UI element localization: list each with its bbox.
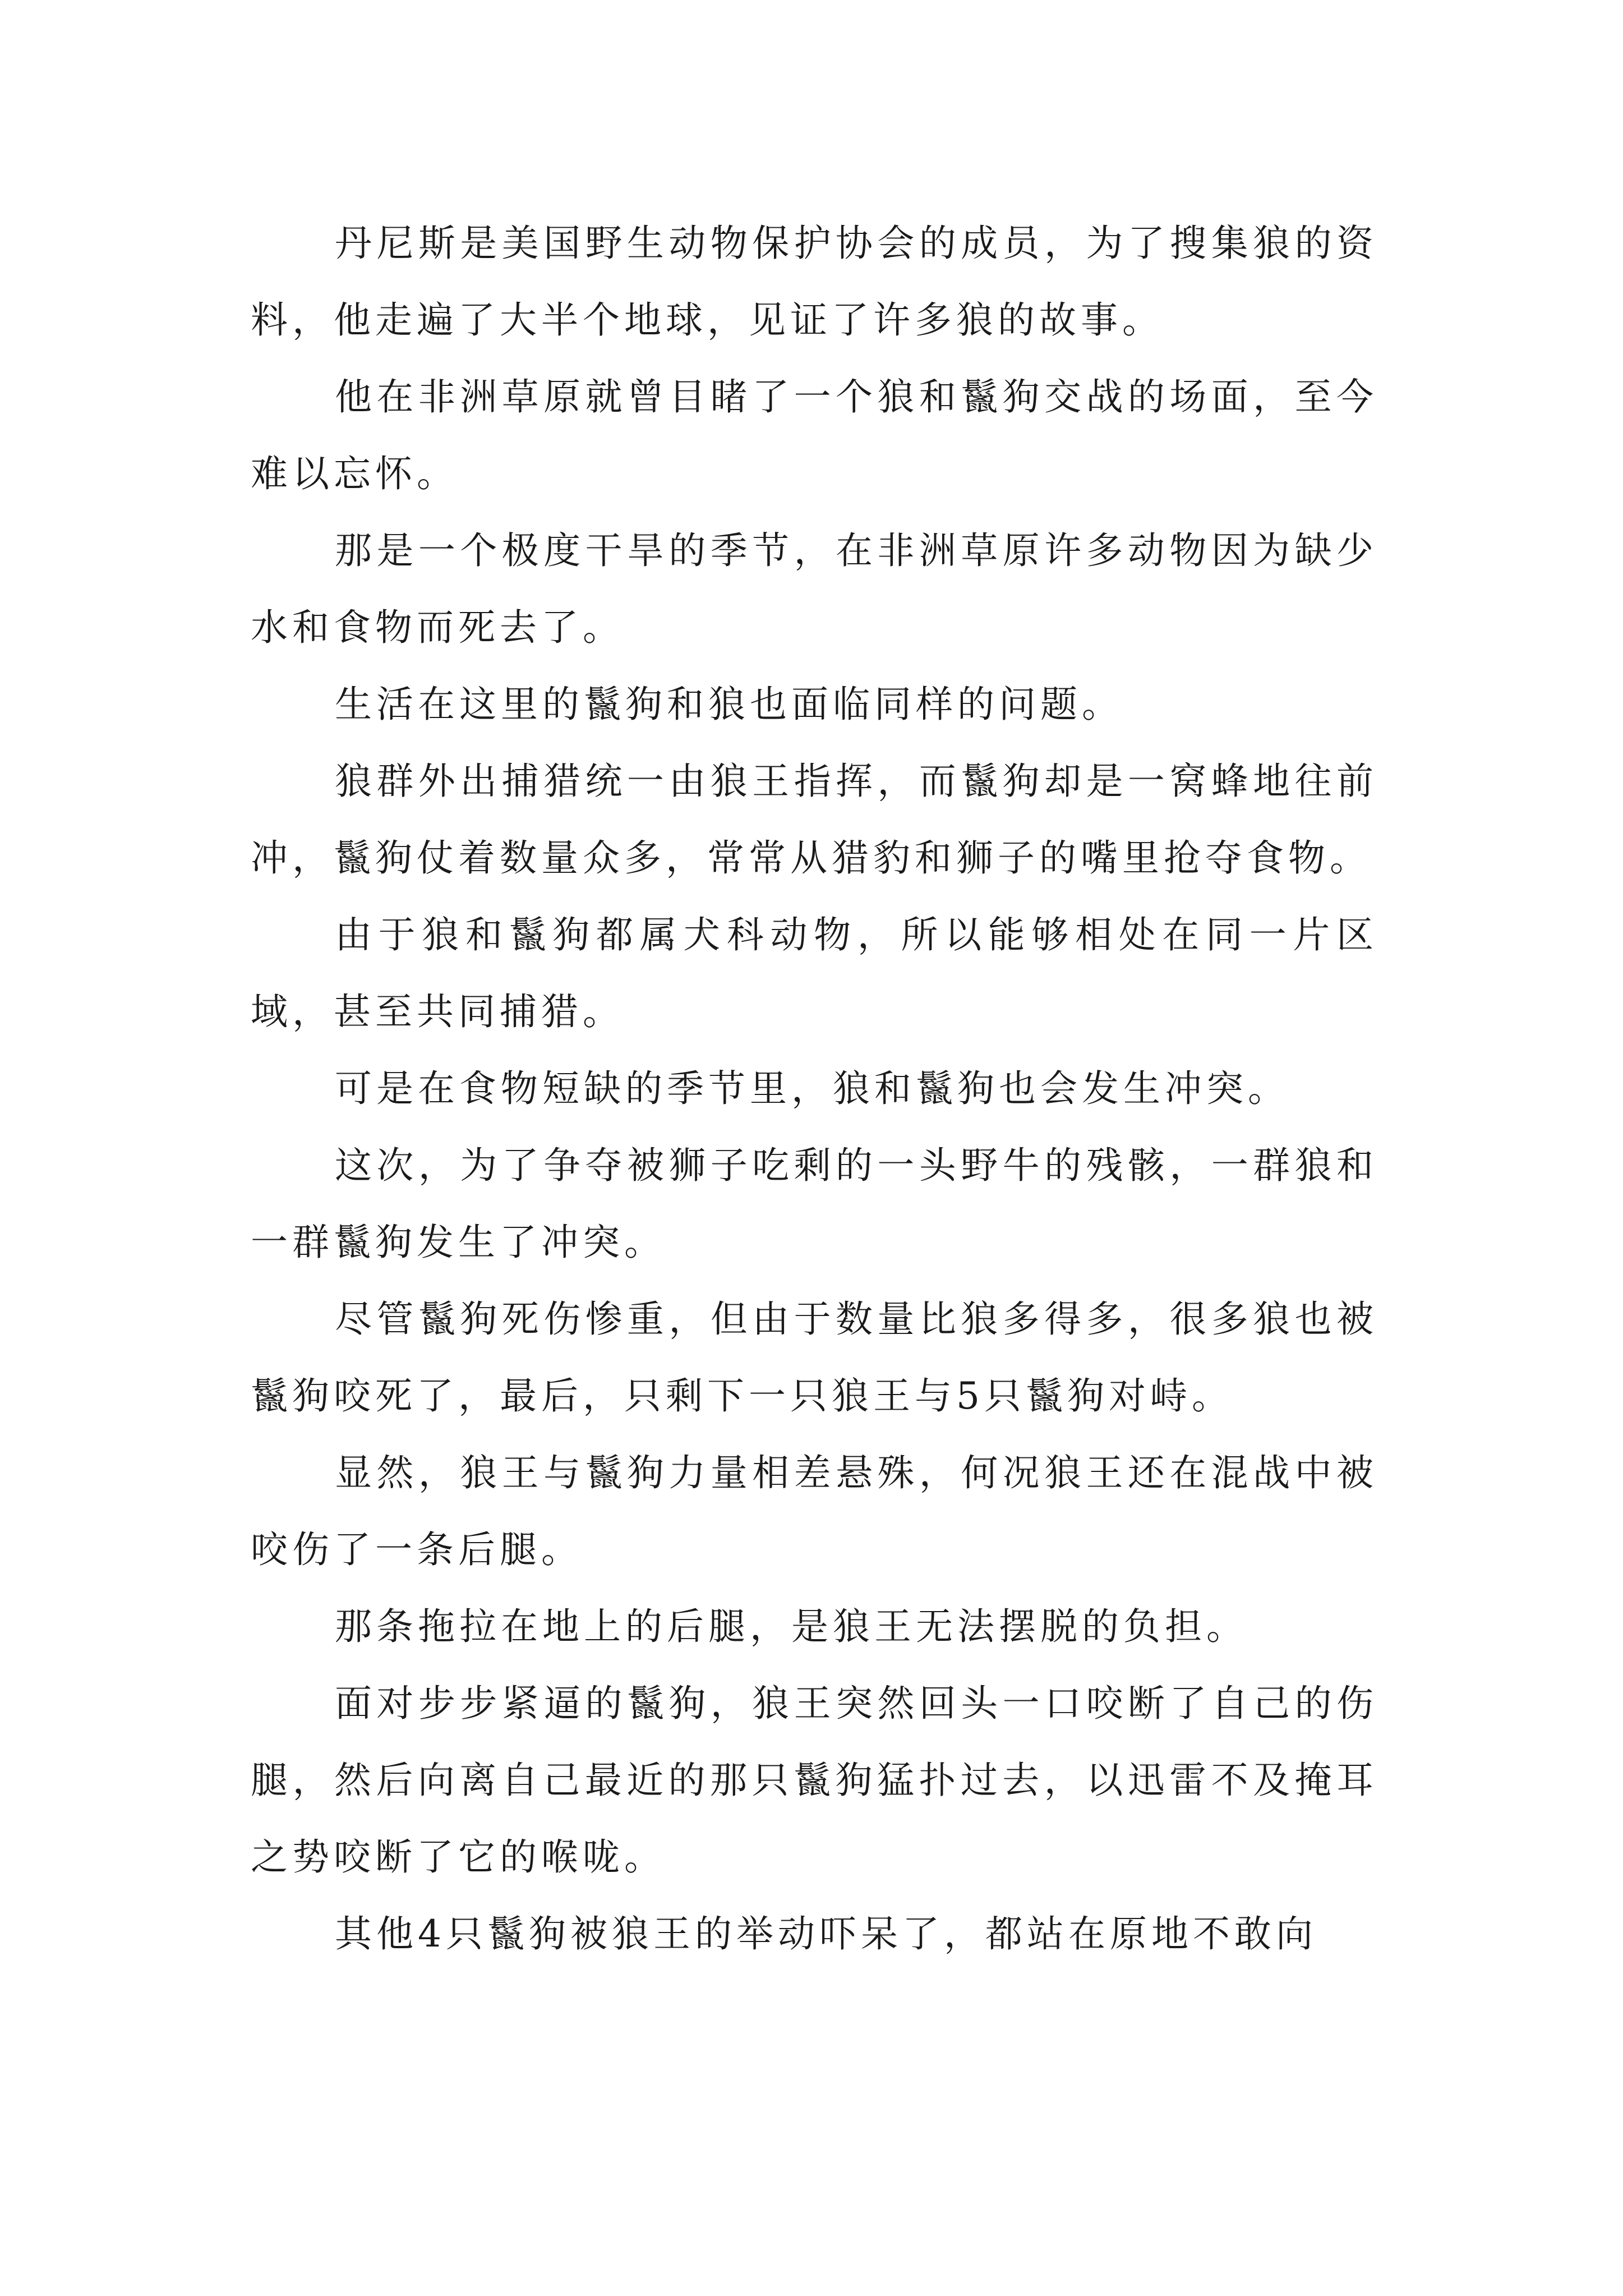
paragraph-5: 狼群外出捕猎统一由狼王指挥，而鬣狗却是一窝蜂地往前冲，鬣狗仗着数量众多，常常从猎豹和狮子的嘴里抢夺食物。 (251, 760, 1378, 880)
paragraph-6: 由于狼和鬣狗都属犬科动物，所以能够相处在同一片区域，甚至共同捕猎。 (251, 913, 1378, 1033)
paragraph-12: 面对步步紧逼的鬣狗，狼王突然回头一口咬断了自己的伤腿，然后向离自己最近的那只鬣狗猛扑过去，以迅雷不及掩耳之势咬断了它的喉咙。 (251, 1682, 1378, 1879)
paragraph-9: 尽管鬣狗死伤惨重，但由于数量比狼多得多，很多狼也被鬣狗咬死了，最后，只剩下一只狼王与5只鬣狗对峙。 (251, 1297, 1378, 1418)
paragraph-10: 显然，狼王与鬣狗力量相差悬殊，何况狼王还在混战中被咬伤了一条后腿。 (251, 1451, 1378, 1571)
paragraph-7: 可是在食物短缺的季节里，狼和鬣狗也会发生冲突。 (335, 1067, 1289, 1110)
document-body (251, 205, 1378, 1972)
paragraph-11: 那条拖拉在地上的后腿，是狼王无法摆脱的负担。 (335, 1605, 1248, 1648)
paragraph-1: 丹尼斯是美国野生动物保护协会的成员，为了搜集狼的资料，他走遍了大半个地球，见证了许多狼的故事。 (251, 222, 1378, 342)
paragraph-2: 他在非洲草原就曾目睹了一个狼和鬣狗交战的场面，至今难以忘怀。 (251, 375, 1378, 495)
paragraph-13: 其他4只鬣狗被狼王的举动吓呆了，都站在原地不敢向 (335, 1912, 1317, 1955)
paragraph-8: 这次，为了争夺被狮子吃剩的一头野牛的残骸，一群狼和一群鬣狗发生了冲突。 (251, 1144, 1378, 1264)
paragraph-4: 生活在这里的鬣狗和狼也面临同样的问题。 (335, 683, 1123, 726)
paragraph-3: 那是一个极度干旱的季节，在非洲草原许多动物因为缺少水和食物而死去了。 (251, 529, 1378, 649)
